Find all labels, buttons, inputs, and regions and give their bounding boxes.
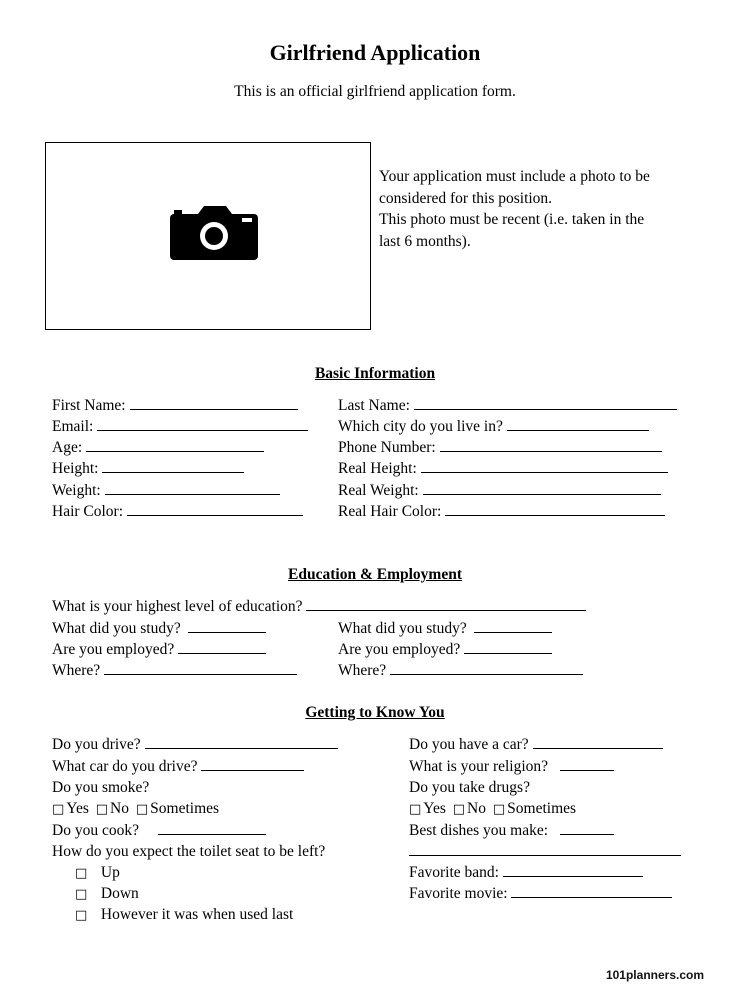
car-model-field[interactable]: What car do you drive? bbox=[52, 756, 304, 777]
section-title-getting-to-know: Getting to Know You bbox=[305, 704, 445, 721]
blank-line[interactable] bbox=[145, 734, 338, 749]
blank-line[interactable] bbox=[306, 596, 586, 611]
drugs-options: □ Yes □ No □ Sometimes bbox=[409, 800, 577, 817]
first-name-field[interactable]: First Name: bbox=[52, 395, 298, 416]
blank-line[interactable] bbox=[130, 395, 298, 410]
education-level-field[interactable]: What is your highest level of education? bbox=[52, 596, 586, 617]
section-title-basic: Basic Information bbox=[314, 365, 436, 382]
blank-line[interactable] bbox=[503, 862, 643, 877]
blank-line[interactable] bbox=[127, 501, 303, 516]
blank-line[interactable] bbox=[390, 660, 583, 675]
city-field[interactable]: Which city do you live in? bbox=[338, 416, 649, 437]
best-dishes-field[interactable]: Best dishes you make: bbox=[409, 820, 614, 841]
height-field[interactable]: Height: bbox=[52, 458, 244, 479]
blank-line[interactable] bbox=[178, 639, 266, 654]
blank-line[interactable] bbox=[105, 480, 280, 495]
checkbox-icon[interactable]: □ bbox=[52, 802, 65, 817]
favorite-movie-field[interactable]: Favorite movie: bbox=[409, 883, 672, 904]
site-watermark: 101planners.com bbox=[605, 968, 704, 982]
blank-line[interactable] bbox=[445, 501, 665, 516]
blank-line[interactable] bbox=[158, 820, 266, 835]
blank-line[interactable] bbox=[464, 639, 552, 654]
blank-line[interactable] bbox=[102, 458, 244, 473]
toilet-option-however[interactable]: □ However it was when used last bbox=[75, 906, 294, 923]
blank-line[interactable] bbox=[97, 416, 308, 431]
camera-icon bbox=[170, 206, 258, 260]
section-title-education: Education & Employment bbox=[288, 566, 462, 583]
blank-line[interactable] bbox=[421, 458, 668, 473]
blank-line[interactable] bbox=[201, 756, 304, 771]
real-height-field[interactable]: Real Height: bbox=[338, 458, 668, 479]
study-field-left[interactable]: What did you study? bbox=[52, 618, 266, 639]
photo-instructions: Your application must include a photo to be considered for this position. This photo must be recent (i.e. taken in the last 6 months). bbox=[379, 168, 650, 250]
blank-line[interactable] bbox=[104, 660, 297, 675]
last-name-field[interactable]: Last Name: bbox=[338, 395, 677, 416]
toilet-seat-question: How do you expect the toilet seat to be left? bbox=[52, 843, 326, 860]
page-title: Girlfriend Application bbox=[269, 40, 481, 65]
employed-field-left[interactable]: Are you employed? bbox=[52, 639, 266, 660]
checkbox-icon[interactable]: □ bbox=[135, 802, 149, 817]
email-field[interactable]: Email: bbox=[52, 416, 308, 437]
photo-upload-box[interactable] bbox=[45, 142, 371, 330]
blank-line[interactable] bbox=[414, 395, 677, 410]
toilet-option-down[interactable]: □ Down bbox=[75, 885, 139, 902]
checkbox-icon[interactable]: □ bbox=[409, 802, 422, 817]
blank-line[interactable] bbox=[86, 437, 264, 452]
drive-field[interactable]: Do you drive? bbox=[52, 734, 338, 755]
real-weight-field[interactable]: Real Weight: bbox=[338, 480, 661, 501]
blank-line[interactable] bbox=[409, 841, 681, 856]
have-car-field[interactable]: Do you have a car? bbox=[409, 734, 663, 755]
blank-line[interactable] bbox=[511, 883, 672, 898]
study-field-right[interactable]: What did you study? bbox=[338, 618, 552, 639]
smoke-options: □ Yes □ No □ Sometimes bbox=[52, 800, 220, 817]
checkbox-icon[interactable]: □ bbox=[75, 866, 88, 881]
checkbox-icon[interactable]: □ bbox=[452, 802, 466, 817]
blank-line[interactable] bbox=[560, 820, 614, 835]
blank-line[interactable] bbox=[560, 756, 614, 771]
where-field-right[interactable]: Where? bbox=[338, 660, 583, 681]
employed-field-right[interactable]: Are you employed? bbox=[338, 639, 552, 660]
religion-field[interactable]: What is your religion? bbox=[409, 756, 614, 777]
page-subtitle: This is an official girlfriend application form. bbox=[234, 83, 516, 100]
checkbox-icon[interactable]: □ bbox=[95, 802, 109, 817]
hair-color-field[interactable]: Hair Color: bbox=[52, 501, 303, 522]
checkbox-icon[interactable]: □ bbox=[75, 908, 88, 923]
blank-line[interactable] bbox=[440, 437, 662, 452]
checkbox-icon[interactable]: □ bbox=[492, 802, 506, 817]
blank-line[interactable] bbox=[423, 480, 661, 495]
favorite-band-field[interactable]: Favorite band: bbox=[409, 862, 643, 883]
real-hair-color-field[interactable]: Real Hair Color: bbox=[338, 501, 665, 522]
checkbox-icon[interactable]: □ bbox=[75, 887, 88, 902]
toilet-option-up[interactable]: □ Up bbox=[75, 864, 120, 881]
smoke-question: Do you smoke? bbox=[52, 779, 150, 796]
phone-number-field[interactable]: Phone Number: bbox=[338, 437, 662, 458]
blank-line[interactable] bbox=[533, 734, 663, 749]
blank-line[interactable] bbox=[188, 618, 266, 633]
weight-field[interactable]: Weight: bbox=[52, 480, 280, 501]
drugs-question: Do you take drugs? bbox=[409, 779, 530, 796]
blank-line[interactable] bbox=[474, 618, 552, 633]
where-field-left[interactable]: Where? bbox=[52, 660, 297, 681]
cook-field[interactable]: Do you cook? bbox=[52, 820, 266, 841]
best-dishes-extra-line[interactable] bbox=[409, 841, 681, 862]
blank-line[interactable] bbox=[507, 416, 649, 431]
age-field[interactable]: Age: bbox=[52, 437, 264, 458]
